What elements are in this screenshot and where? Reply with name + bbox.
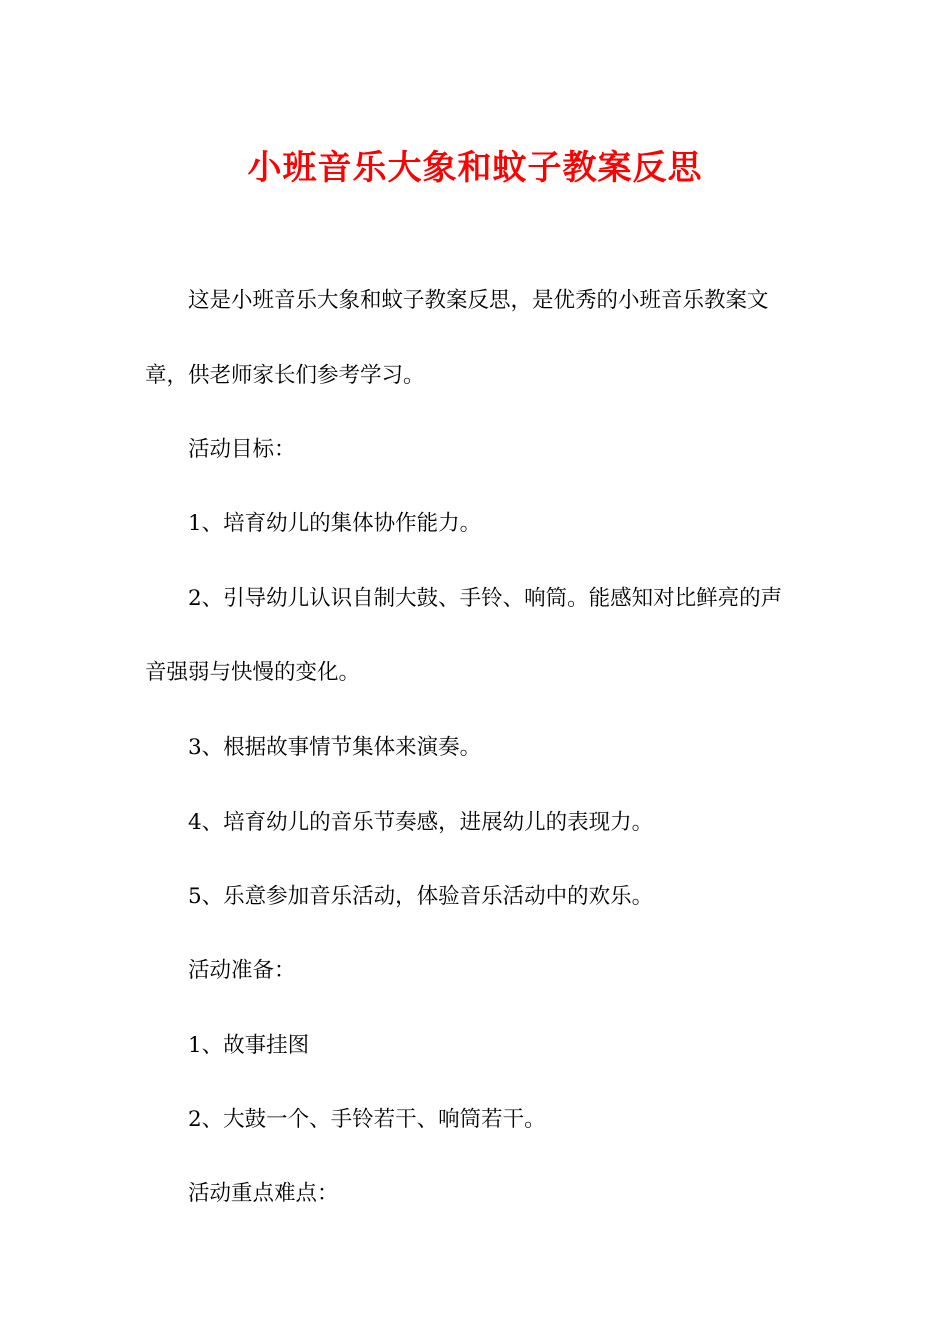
goal-item-3: 3、根据故事情节集体来演奏。 xyxy=(188,735,482,760)
paragraph-intro-line-2: 章，供老师家长们参考学习。 xyxy=(145,363,425,388)
goal-item-2-line-1: 2、引导幼儿认识自制大鼓、手铃、响筒。能感知对比鲜亮的声 xyxy=(188,586,783,611)
preparation-item-1: 1、故事挂图 xyxy=(188,1033,310,1058)
preparation-item-2: 2、大鼓一个、手铃若干、响筒若干。 xyxy=(188,1107,546,1132)
goal-item-4: 4、培育幼儿的音乐节奏感，进展幼儿的表现力。 xyxy=(188,810,654,835)
goal-item-5: 5、乐意参加音乐活动，体验音乐活动中的欢乐。 xyxy=(188,884,654,909)
section-heading-goals: 活动目标： xyxy=(188,437,296,462)
document-title: 小班音乐大象和蚊子教案反思 xyxy=(247,148,703,188)
goal-item-1: 1、培育幼儿的集体协作能力。 xyxy=(188,511,482,536)
section-heading-preparation: 活动准备： xyxy=(188,958,296,983)
goal-item-2-line-2: 音强弱与快慢的变化。 xyxy=(145,660,361,685)
section-heading-key-points: 活动重点难点： xyxy=(188,1181,339,1206)
paragraph-intro-line-1: 这是小班音乐大象和蚊子教案反思，是优秀的小班音乐教案文 xyxy=(188,288,769,313)
